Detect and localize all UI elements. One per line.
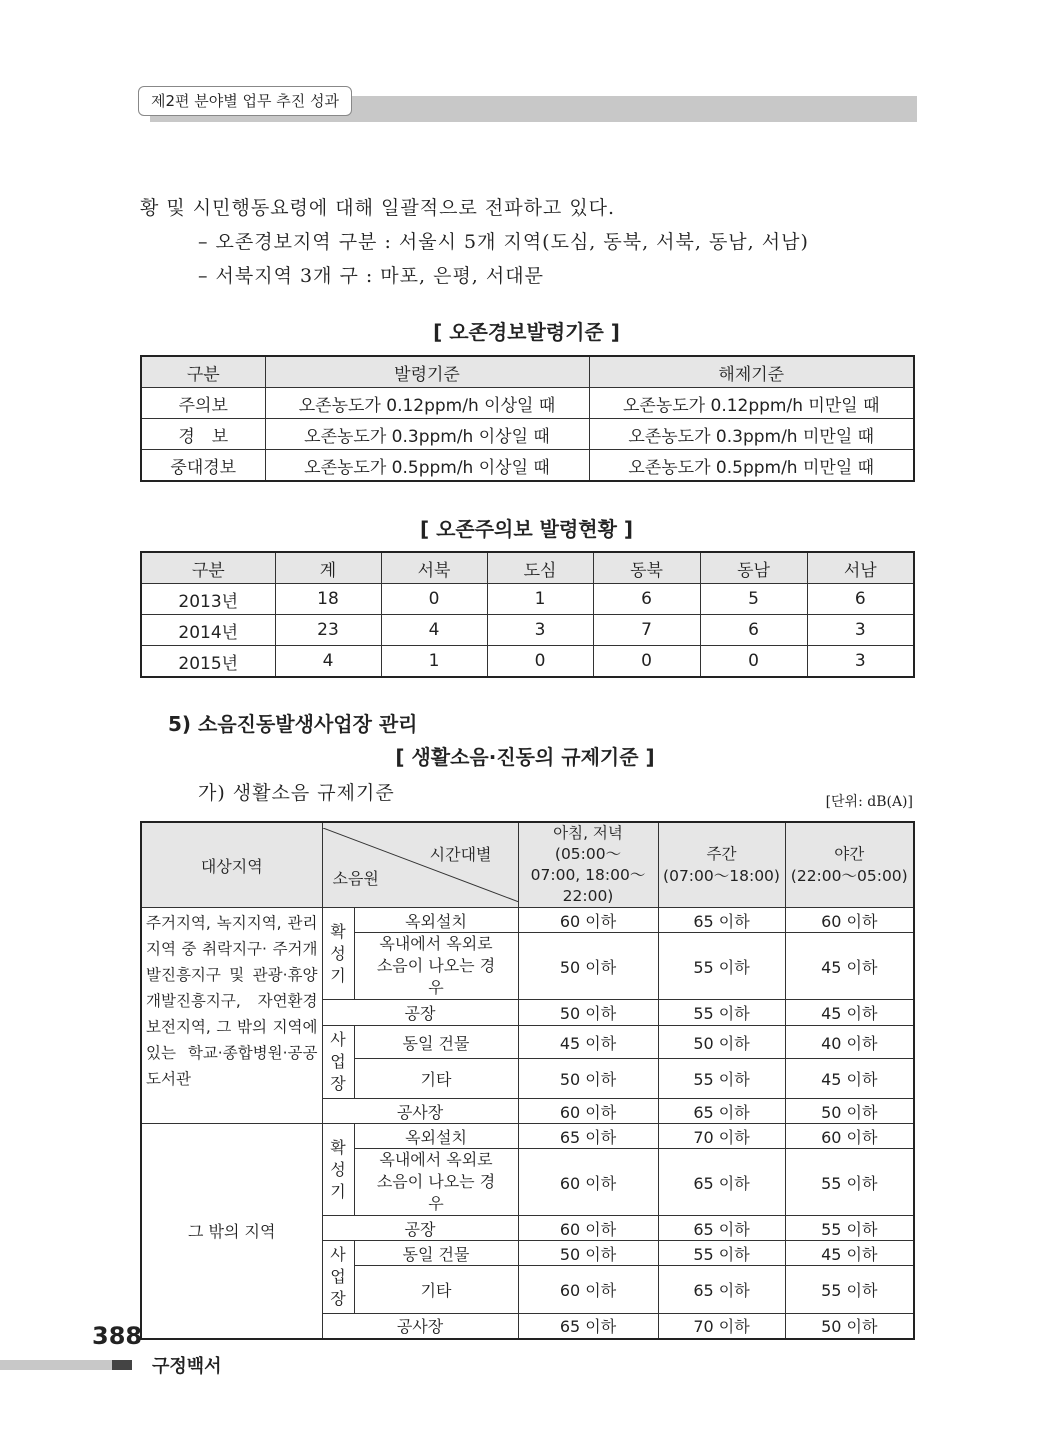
diagonal-line <box>323 828 518 902</box>
table1-title: [ 오존경보발령기준 ] <box>433 320 620 344</box>
table-cell: 2015년 <box>141 646 275 678</box>
table-cell: 0 <box>593 646 700 678</box>
source-cell: 옥내에서 옥외로 소음이 나오는 경우 <box>354 1149 518 1216</box>
table-cell: 3 <box>487 615 593 646</box>
table-row <box>141 584 914 615</box>
table-cell: 3 <box>807 615 914 646</box>
value-cell: 45 이하 <box>785 1059 914 1099</box>
value-cell: 65 이하 <box>518 1124 658 1149</box>
table-cell: 6 <box>807 584 914 615</box>
value-cell: 50 이하 <box>518 1000 658 1026</box>
table-header: 계 <box>275 552 381 584</box>
value-cell: 50 이하 <box>518 1241 658 1266</box>
source-cell: 공장 <box>322 1000 518 1026</box>
ozone-alert-criteria-table <box>140 355 915 482</box>
value-cell: 65 이하 <box>658 1149 785 1216</box>
table-cell: 7 <box>593 615 700 646</box>
table-header: 서북 <box>381 552 487 584</box>
group-factory: 사 업 장 <box>322 1241 354 1314</box>
body-line: – 서북지역 3개 구 : 마포, 은평, 서대문 <box>198 265 544 287</box>
subheading: 가) 생활소음 규제기준 <box>198 782 395 804</box>
table-cell: 오존농도가 0.3ppm/h 이상일 때 <box>265 419 589 450</box>
table-cell: 오존농도가 0.12ppm/h 이상일 때 <box>265 388 589 419</box>
table-cell: 2013년 <box>141 584 275 615</box>
value-cell: 50 이하 <box>658 1026 785 1059</box>
table-header: 해제기준 <box>589 356 914 388</box>
header-night-time: (22:00～05:00) <box>790 867 908 885</box>
group-speaker: 확 성 기 <box>322 1124 354 1216</box>
footer-bar <box>0 1360 112 1370</box>
source-cell: 옥내에서 옥외로 소음이 나오는 경우 <box>354 933 518 1000</box>
table-cell: 6 <box>593 584 700 615</box>
body-line: 황 및 시민행동요령에 대해 일괄적으로 전파하고 있다. <box>140 197 616 219</box>
group-speaker: 확 성 기 <box>322 908 354 1000</box>
table-cell: 18 <box>275 584 381 615</box>
value-cell: 55 이하 <box>785 1216 914 1241</box>
header-source: 소음원 <box>332 869 379 888</box>
value-cell: 60 이하 <box>785 908 914 933</box>
header-day <box>658 822 785 908</box>
table-cell: 0 <box>487 646 593 678</box>
ozone-advisory-status-table <box>140 551 915 678</box>
table-row <box>141 646 914 678</box>
area-other: 그 밖의 지역 <box>141 1124 322 1339</box>
source-cell: 공사장 <box>322 1314 518 1339</box>
table-cell: 오존농도가 0.5ppm/h 미만일 때 <box>589 450 914 482</box>
table-cell: 4 <box>381 615 487 646</box>
value-cell: 65 이하 <box>658 1266 785 1314</box>
value-cell: 45 이하 <box>785 933 914 1000</box>
value-cell: 45 이하 <box>785 1241 914 1266</box>
table-cell: 4 <box>275 646 381 678</box>
source-cell: 기타 <box>354 1059 518 1099</box>
value-cell: 60 이하 <box>518 1266 658 1314</box>
table-cell: 0 <box>381 584 487 615</box>
header-diagonal-cell <box>322 822 518 908</box>
source-cell: 옥외설치 <box>354 908 518 933</box>
area-residential: 주거지역, 녹지지역, 관리지역 중 취락지구· 주거개발진흥지구 및 관광·휴양개발진흥지구, 자연환경보전지역, 그 밖의 지역에 있는 학교·종합병원·공공도서관 <box>141 908 322 1124</box>
source-cell: 공사장 <box>322 1099 518 1124</box>
value-cell: 55 이하 <box>785 1266 914 1314</box>
group-factory: 사 업 장 <box>322 1026 354 1099</box>
table-cell: 오존농도가 0.5ppm/h 이상일 때 <box>265 450 589 482</box>
book-title: 구정백서 <box>152 1356 222 1377</box>
value-cell: 55 이하 <box>658 1059 785 1099</box>
table-cell: 5 <box>700 584 807 615</box>
value-cell: 60 이하 <box>518 1149 658 1216</box>
value-cell: 55 이하 <box>658 933 785 1000</box>
section-heading: 5) 소음진동발생사업장 관리 <box>168 712 418 736</box>
value-cell: 60 이하 <box>518 1216 658 1241</box>
source-cell: 동일 건물 <box>354 1241 518 1266</box>
table-cell: 0 <box>700 646 807 678</box>
table-header: 구분 <box>141 356 265 388</box>
section-label: 제2편 분야별 업무 추진 성과 <box>138 86 352 116</box>
table-cell: 2014년 <box>141 615 275 646</box>
table-row <box>141 615 914 646</box>
value-cell: 55 이하 <box>658 1241 785 1266</box>
table-header: 동남 <box>700 552 807 584</box>
body-line: – 오존경보지역 구분 : 서울시 5개 지역(도심, 동북, 서북, 동남, 서남) <box>198 231 809 253</box>
header-day-time: (07:00～18:00) <box>663 867 780 885</box>
table-cell: 23 <box>275 615 381 646</box>
table2-title: [ 오존주의보 발령현황 ] <box>419 517 634 541</box>
table-cell: 1 <box>381 646 487 678</box>
value-cell: 65 이하 <box>658 1216 785 1241</box>
table3-title: [ 생활소음·진동의 규제기준 ] <box>395 745 655 769</box>
value-cell: 60 이하 <box>785 1124 914 1149</box>
table-cell: 경 보 <box>141 419 265 450</box>
footer-marker <box>112 1360 132 1370</box>
value-cell: 50 이하 <box>518 933 658 1000</box>
source-cell: 기타 <box>354 1266 518 1314</box>
header-night <box>785 822 914 908</box>
table-cell: 오존농도가 0.3ppm/h 미만일 때 <box>589 419 914 450</box>
table-header: 발령기준 <box>265 356 589 388</box>
value-cell: 40 이하 <box>785 1026 914 1059</box>
value-cell: 65 이하 <box>658 1099 785 1124</box>
value-cell: 55 이하 <box>658 1000 785 1026</box>
header-morning-label: 아침, 저녁 <box>553 824 623 842</box>
value-cell: 50 이하 <box>785 1314 914 1339</box>
value-cell: 50 이하 <box>785 1099 914 1124</box>
value-cell: 70 이하 <box>658 1314 785 1339</box>
source-cell: 동일 건물 <box>354 1026 518 1059</box>
value-cell: 50 이하 <box>518 1059 658 1099</box>
source-cell: 공장 <box>322 1216 518 1241</box>
table-cell: 1 <box>487 584 593 615</box>
table-cell: 6 <box>700 615 807 646</box>
header-timeband: 시간대별 <box>429 845 492 864</box>
table-cell: 오존농도가 0.12ppm/h 미만일 때 <box>589 388 914 419</box>
table-cell: 주의보 <box>141 388 265 419</box>
value-cell: 60 이하 <box>518 908 658 933</box>
table-cell: 3 <box>807 646 914 678</box>
header-area: 대상지역 <box>141 822 322 908</box>
value-cell: 60 이하 <box>518 1099 658 1124</box>
table-row <box>141 419 914 450</box>
noise-standards-table <box>140 821 915 1340</box>
table-header: 서남 <box>807 552 914 584</box>
table-row <box>141 450 914 482</box>
table-header: 구분 <box>141 552 275 584</box>
value-cell: 65 이하 <box>658 908 785 933</box>
table-header: 도심 <box>487 552 593 584</box>
source-cell: 옥외설치 <box>354 1124 518 1149</box>
table-cell: 중대경보 <box>141 450 265 482</box>
table-header: 동북 <box>593 552 700 584</box>
value-cell: 45 이하 <box>518 1026 658 1059</box>
header-morning <box>518 822 658 908</box>
value-cell: 65 이하 <box>518 1314 658 1339</box>
header-morning-time: (05:00～07:00, 18:00～22:00) <box>530 845 646 905</box>
header-day-label: 주간 <box>706 845 737 863</box>
unit-label: [단위: dB(A)] <box>825 794 913 810</box>
value-cell: 55 이하 <box>785 1149 914 1216</box>
value-cell: 70 이하 <box>658 1124 785 1149</box>
table-row <box>141 388 914 419</box>
page-number: 388 <box>92 1322 143 1350</box>
header-night-label: 야간 <box>834 845 865 863</box>
value-cell: 45 이하 <box>785 1000 914 1026</box>
